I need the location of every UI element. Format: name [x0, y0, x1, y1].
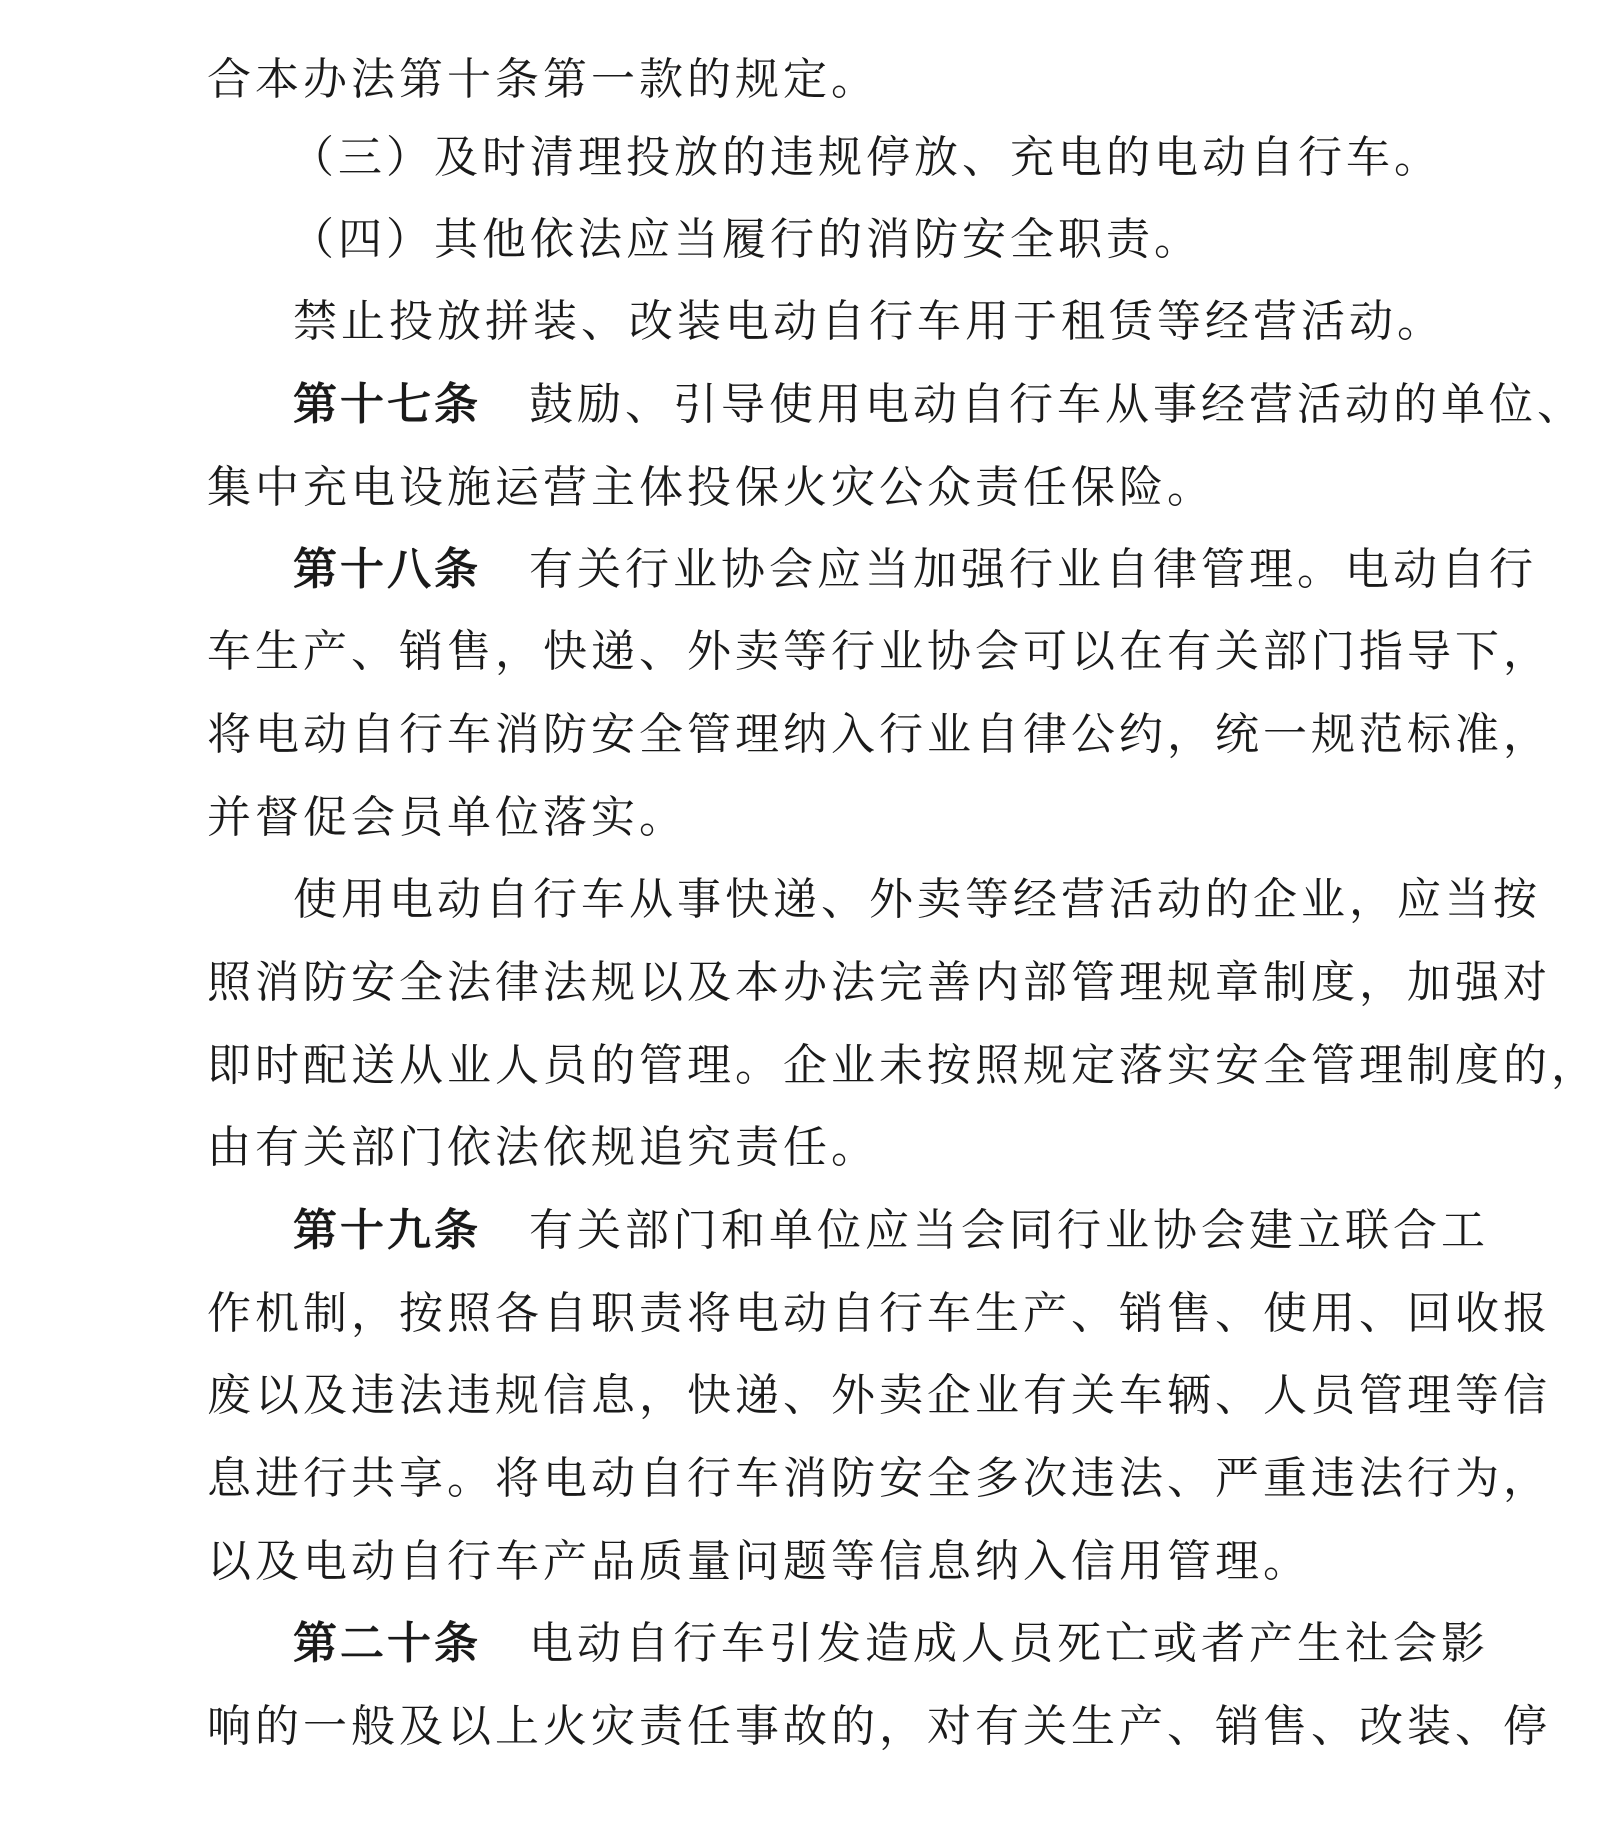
text-line: 以及电动自行车产品质量问题等信息纳入信用管理。 [207, 1536, 1311, 1587]
text-line: 集中充电设施运营主体投保火灾公众责任保险。 [207, 462, 1215, 513]
article-20-line [293, 1614, 1489, 1674]
article-text: 鼓励、引导使用电动自行车从事经营活动的单位、 [529, 379, 1585, 430]
article-18-line [293, 540, 1537, 600]
text-line: 合本办法第十条第一款的规定。 [207, 54, 879, 105]
text-line: 作机制，按照各自职责将电动自行车生产、销售、使用、回收报 [207, 1288, 1551, 1339]
text-line: 废以及违法违规信息，快递、外卖企业有关车辆、人员管理等信 [207, 1370, 1551, 1421]
article-text: 有关部门和单位应当会同行业协会建立联合工 [529, 1205, 1489, 1256]
text-line: 即时配送从业人员的管理。企业未按照规定落实安全管理制度的， [207, 1040, 1599, 1091]
text-line: 将电动自行车消防安全管理纳入行业自律公约，统一规范标准， [207, 709, 1551, 760]
text-line: 息进行共享。将电动自行车消防安全多次违法、严重违法行为， [207, 1453, 1551, 1504]
article-heading: 第二十条 [293, 1618, 481, 1669]
list-item: （三）及时清理投放的违规停放、充电的电动自行车。 [290, 132, 1442, 183]
article-text: 有关行业协会应当加强行业自律管理。电动自行 [529, 544, 1537, 595]
article-heading: 第十九条 [293, 1205, 481, 1256]
text-line: 由有关部门依法依规追究责任。 [207, 1122, 879, 1173]
article-heading: 第十八条 [293, 544, 481, 595]
text-line: 车生产、销售，快递、外卖等行业协会可以在有关部门指导下， [207, 626, 1551, 677]
paragraph-line: 禁止投放拼装、改装电动自行车用于租赁等经营活动。 [293, 296, 1445, 347]
article-text: 电动自行车引发造成人员死亡或者产生社会影 [529, 1618, 1489, 1669]
paragraph-line: 使用电动自行车从事快递、外卖等经营活动的企业，应当按 [293, 874, 1541, 925]
article-17-line [293, 375, 1585, 435]
article-19-line [293, 1201, 1489, 1261]
article-heading: 第十七条 [293, 379, 481, 430]
text-line: 并督促会员单位落实。 [207, 792, 687, 843]
list-item: （四）其他依法应当履行的消防安全职责。 [290, 214, 1202, 265]
text-line: 响的一般及以上火灾责任事故的，对有关生产、销售、改装、停 [207, 1701, 1551, 1752]
text-line: 照消防安全法律法规以及本办法完善内部管理规章制度，加强对 [207, 957, 1551, 1008]
